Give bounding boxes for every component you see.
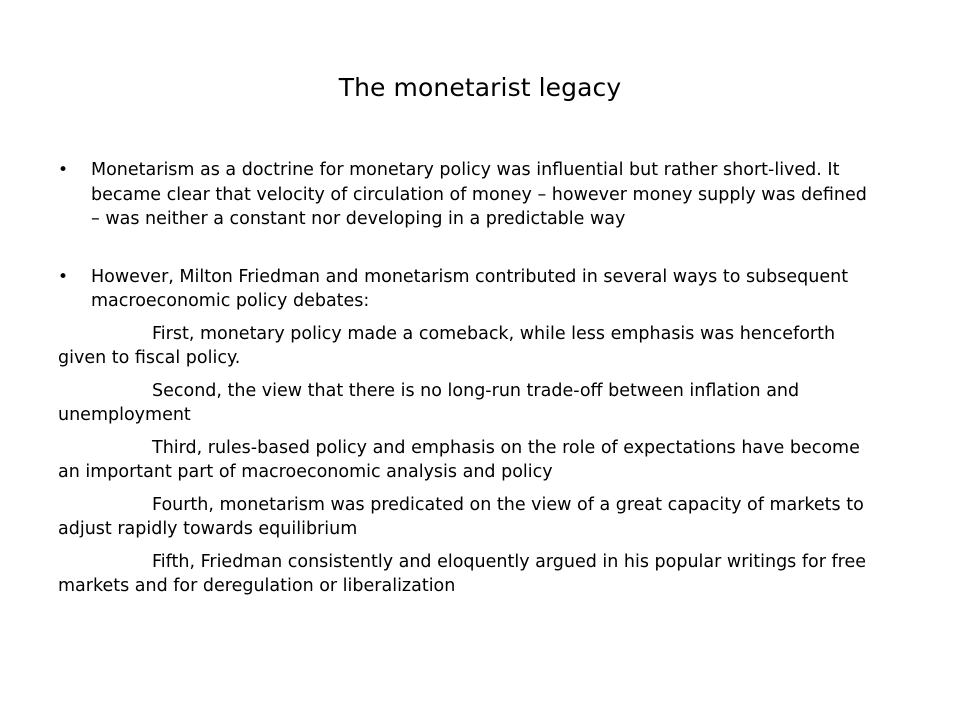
point-fourth: Fourth, monetarism was predicated on the view of a great capacity of markets to adjust rapidly towards equilibrium bbox=[58, 494, 864, 539]
spacer bbox=[58, 232, 878, 265]
bullet-text: Monetarism as a doctrine for monetary policy was influential but rather short-lived. It became clear that velocity of circulation of money – however money supply was defined – was neither a constant nor developing in a predictable way bbox=[91, 160, 867, 229]
bullet-icon: • bbox=[58, 160, 69, 180]
bullet-icon: • bbox=[58, 266, 69, 287]
point-third: Third, rules-based policy and emphasis on the role of expectations have become an important part of macroeconomic analysis and policy bbox=[58, 437, 860, 482]
bullet-item bbox=[58, 265, 878, 314]
slide-title: The monetarist legacy bbox=[338, 73, 622, 102]
point-fifth: Fifth, Friedman consistently and eloquently argued in his popular writings for free markets and for deregulation or liberalization bbox=[58, 551, 866, 596]
bullet-text: However, Milton Friedman and monetarism contributed in several ways to subsequent macroeconomic policy debates: bbox=[91, 266, 849, 311]
point-second: Second, the view that there is no long-run trade-off between inflation and unemployment bbox=[58, 380, 800, 425]
bullet-item bbox=[58, 158, 878, 232]
slide-body bbox=[58, 158, 878, 599]
point-first: First, monetary policy made a comeback, while less emphasis was henceforth given to fiscal policy. bbox=[58, 323, 836, 368]
